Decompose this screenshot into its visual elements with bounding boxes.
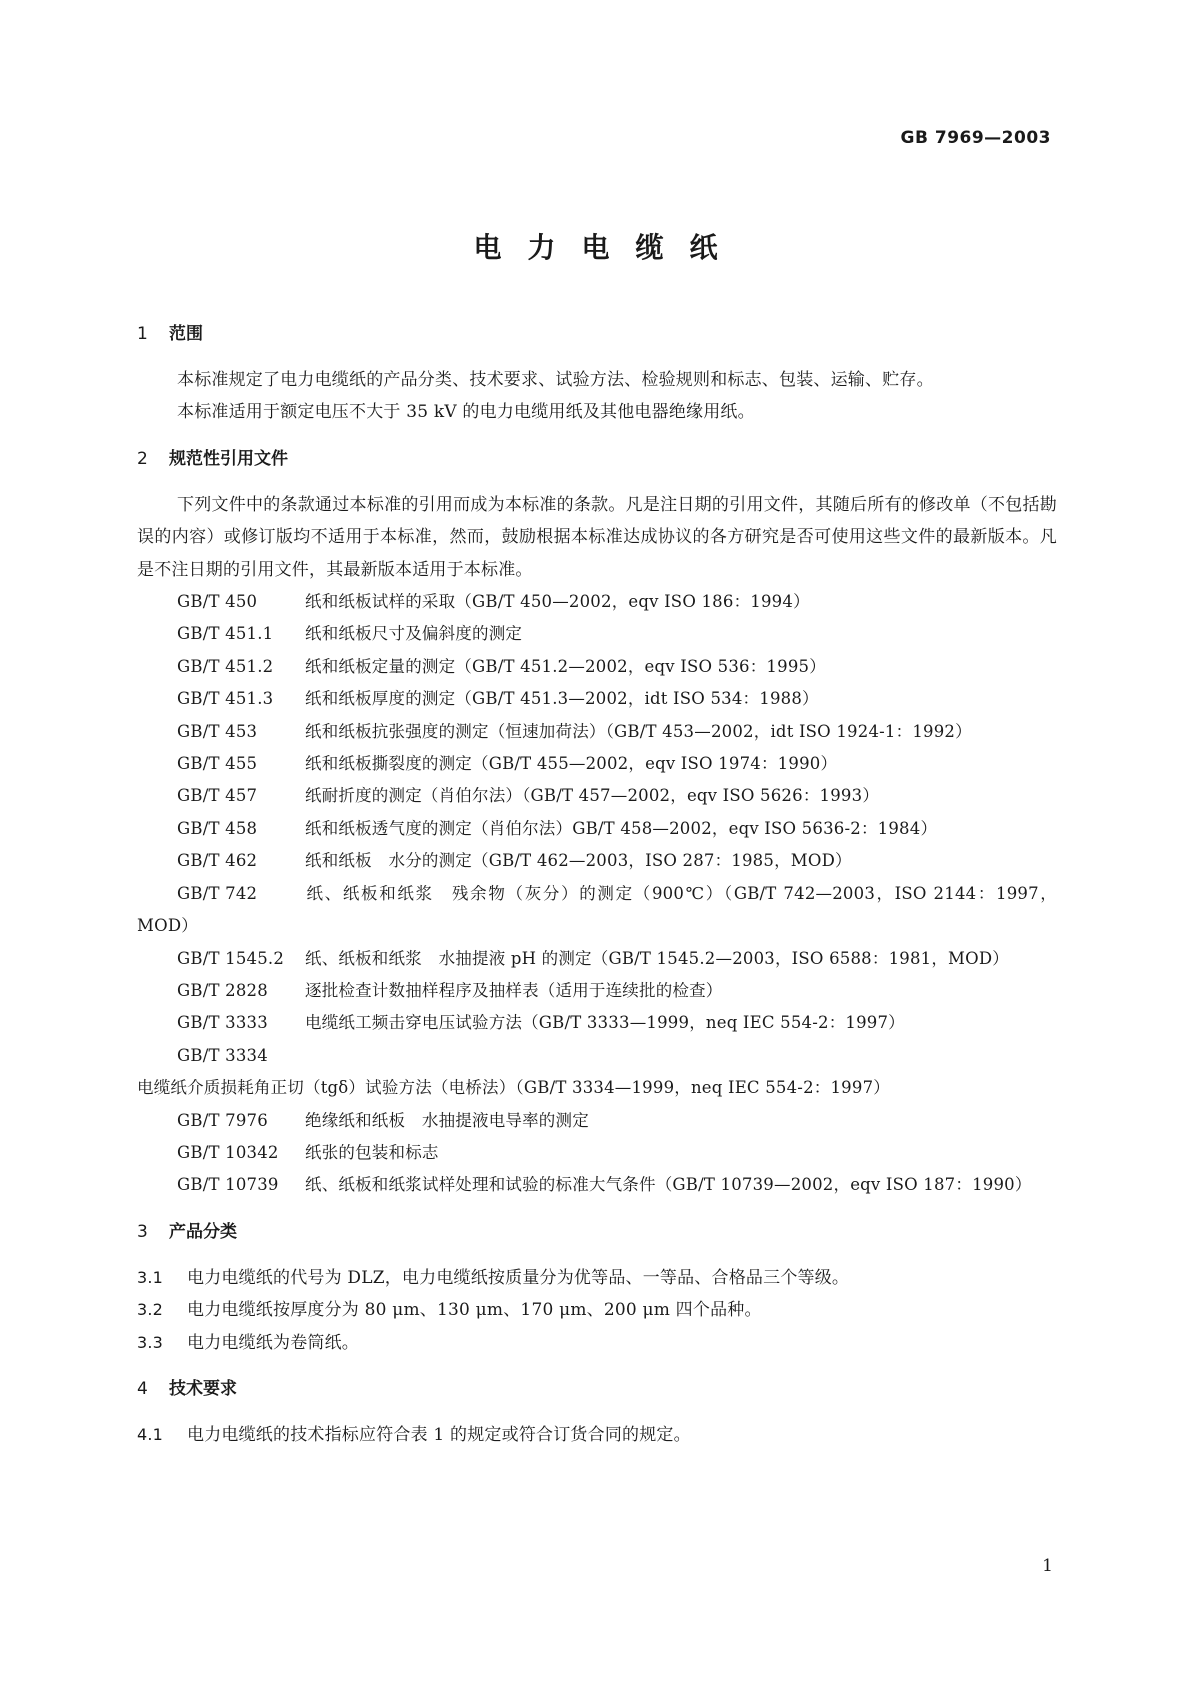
section-heading-normative-references [137,443,1057,475]
reference-title: 电缆纸工频击穿电压试验方法（GB/T 3333—1999，neq IEC 554-2：1997） [305,1013,905,1033]
reference-title: 纸和纸板透气度的测定（肖伯尔法）GB/T 458—2002，eqv ISO 5636-2：1984） [305,818,938,838]
reference-title: 纸和纸板 水分的测定（GB/T 462—2003，ISO 287：1985，MOD） [305,851,852,871]
reference-title: 纸、纸板和纸浆 水抽提液 pH 的测定（GB/T 1545.2—2003，ISO 6588：1981，MOD） [305,948,1010,968]
reference-title: 纸耐折度的测定（肖伯尔法）（GB/T 457—2002，eqv ISO 5626：1993） [305,786,880,806]
reference-item [137,651,1057,683]
reference-item [137,845,1057,877]
section-title: 规范性引用文件 [169,448,288,469]
reference-code: GB/T 457 [177,786,258,806]
clause-text: 电力电缆纸的代号为 DLZ，电力电缆纸按质量分为优等品、一等品、合格品三个等级。 [187,1267,850,1288]
reference-title: 绝缘纸和纸板 水抽提液电导率的测定 [305,1110,589,1130]
reference-code: GB/T 458 [177,818,258,838]
reference-code: GB/T 451.1 [177,624,274,644]
reference-item [137,716,1057,748]
clause-number: 3.3 [137,1332,164,1352]
reference-item [137,1137,1057,1169]
paragraph: 下列文件中的条款通过本标准的引用而成为本标准的条款。凡是注日期的引用文件，其随后所有的修改单（不包括勘误的内容）或修订版均不适用于本标准，然而，鼓励根据本标准达成协议的各方研究是否可使用这些文件的最新版本。凡是不注日期的引用文件，其最新版本适用于本标准。 [137,494,1057,580]
reference-code: GB/T 1545.2 [177,948,285,968]
reference-code: GB/T 742 [177,883,258,903]
page-number: 1 [1042,1556,1053,1576]
reference-code: GB/T 10342 [177,1142,279,1162]
section-heading-scope [137,318,1057,350]
reference-code: GB/T 3334 [177,1045,268,1065]
paragraph: 本标准适用于额定电压不大于 35 kV 的电力电缆用纸及其他电器绝缘用纸。 [177,402,755,423]
standard-number: GB 7969—2003 [900,128,1051,148]
clause-number: 3.2 [137,1300,164,1320]
clause [137,1294,1057,1326]
reference-code: GB/T 450 [177,592,258,612]
section-title: 范围 [169,324,203,344]
section-title: 技术要求 [169,1378,237,1399]
clause-text: 电力电缆纸按厚度分为 80 μm、130 μm、170 μm、200 μm 四个品种。 [187,1300,762,1321]
reference-item [137,878,1057,943]
reference-item [137,586,1057,618]
reference-item [137,1040,1057,1105]
reference-title: 电缆纸介质损耗角正切（tgδ）试验方法（电桥法）（GB/T 3334—1999，neq IEC 554-2：1997） [137,1078,890,1098]
reference-item [137,943,1057,975]
reference-item [137,683,1057,715]
paragraph: 本标准规定了电力电缆纸的产品分类、技术要求、试验方法、检验规则和标志、包装、运输、贮存。 [177,370,934,390]
section-heading-product-classification [137,1216,1057,1248]
document-title: 电力电缆纸 [473,231,744,264]
clause-text: 电力电缆纸为卷筒纸。 [187,1332,359,1353]
reference-code: GB/T 453 [177,721,258,741]
section-number: 1 [137,324,148,344]
reference-code: GB/T 462 [177,851,258,871]
reference-title: 逐批检查计数抽样程序及抽样表（适用于连续批的检查） [305,980,723,1000]
reference-title: 纸和纸板厚度的测定（GB/T 451.3—2002，idt ISO 534：1988） [305,689,819,709]
section-number: 4 [137,1378,148,1399]
clause-number: 4.1 [137,1424,164,1444]
clause [137,1327,1057,1359]
section-heading-technical-requirements [137,1373,1057,1405]
reference-item [137,1007,1057,1039]
reference-code: GB/T 451.2 [177,656,274,676]
reference-title: 纸和纸板试样的采取（GB/T 450—2002，eqv ISO 186：1994） [305,592,810,612]
clause-text: 电力电缆纸的技术指标应符合表 1 的规定或符合订货合同的规定。 [187,1424,691,1445]
reference-title: 纸和纸板尺寸及偏斜度的测定 [305,624,523,644]
reference-item [137,975,1057,1007]
clause [137,1262,1057,1294]
reference-title: 纸、纸板和纸浆 残余物（灰分）的测定（900℃）（GB/T 742—2003，ISO 2144：1997，MOD） [137,883,1057,936]
reference-title: 纸和纸板定量的测定（GB/T 451.2—2002，eqv ISO 536：1995） [305,656,826,676]
reference-title: 纸张的包装和标志 [305,1142,439,1162]
reference-code: GB/T 3333 [177,1013,268,1033]
reference-code: GB/T 451.3 [177,689,274,709]
clause [137,1419,1057,1451]
reference-code: GB/T 455 [177,754,258,774]
reference-code: GB/T 10739 [177,1175,279,1195]
reference-item [137,748,1057,780]
reference-code: GB/T 2828 [177,980,268,1000]
reference-item [137,813,1057,845]
section-number: 2 [137,448,148,469]
reference-title: 纸、纸板和纸浆试样处理和试验的标准大气条件（GB/T 10739—2002，eqv ISO 187：1990） [305,1175,1032,1195]
section-title: 产品分类 [169,1221,237,1242]
reference-item [137,1105,1057,1137]
section-number: 3 [137,1221,148,1242]
reference-title: 纸和纸板撕裂度的测定（GB/T 455—2002，eqv ISO 1974：1990） [305,754,838,774]
clause-number: 3.1 [137,1267,164,1287]
reference-item [137,1169,1057,1201]
document-body [137,318,1057,1451]
reference-item [137,780,1057,812]
reference-title: 纸和纸板抗张强度的测定（恒速加荷法）（GB/T 453—2002，idt ISO 1924-1：1992） [305,721,972,741]
reference-item [137,618,1057,650]
reference-code: GB/T 7976 [177,1110,268,1130]
